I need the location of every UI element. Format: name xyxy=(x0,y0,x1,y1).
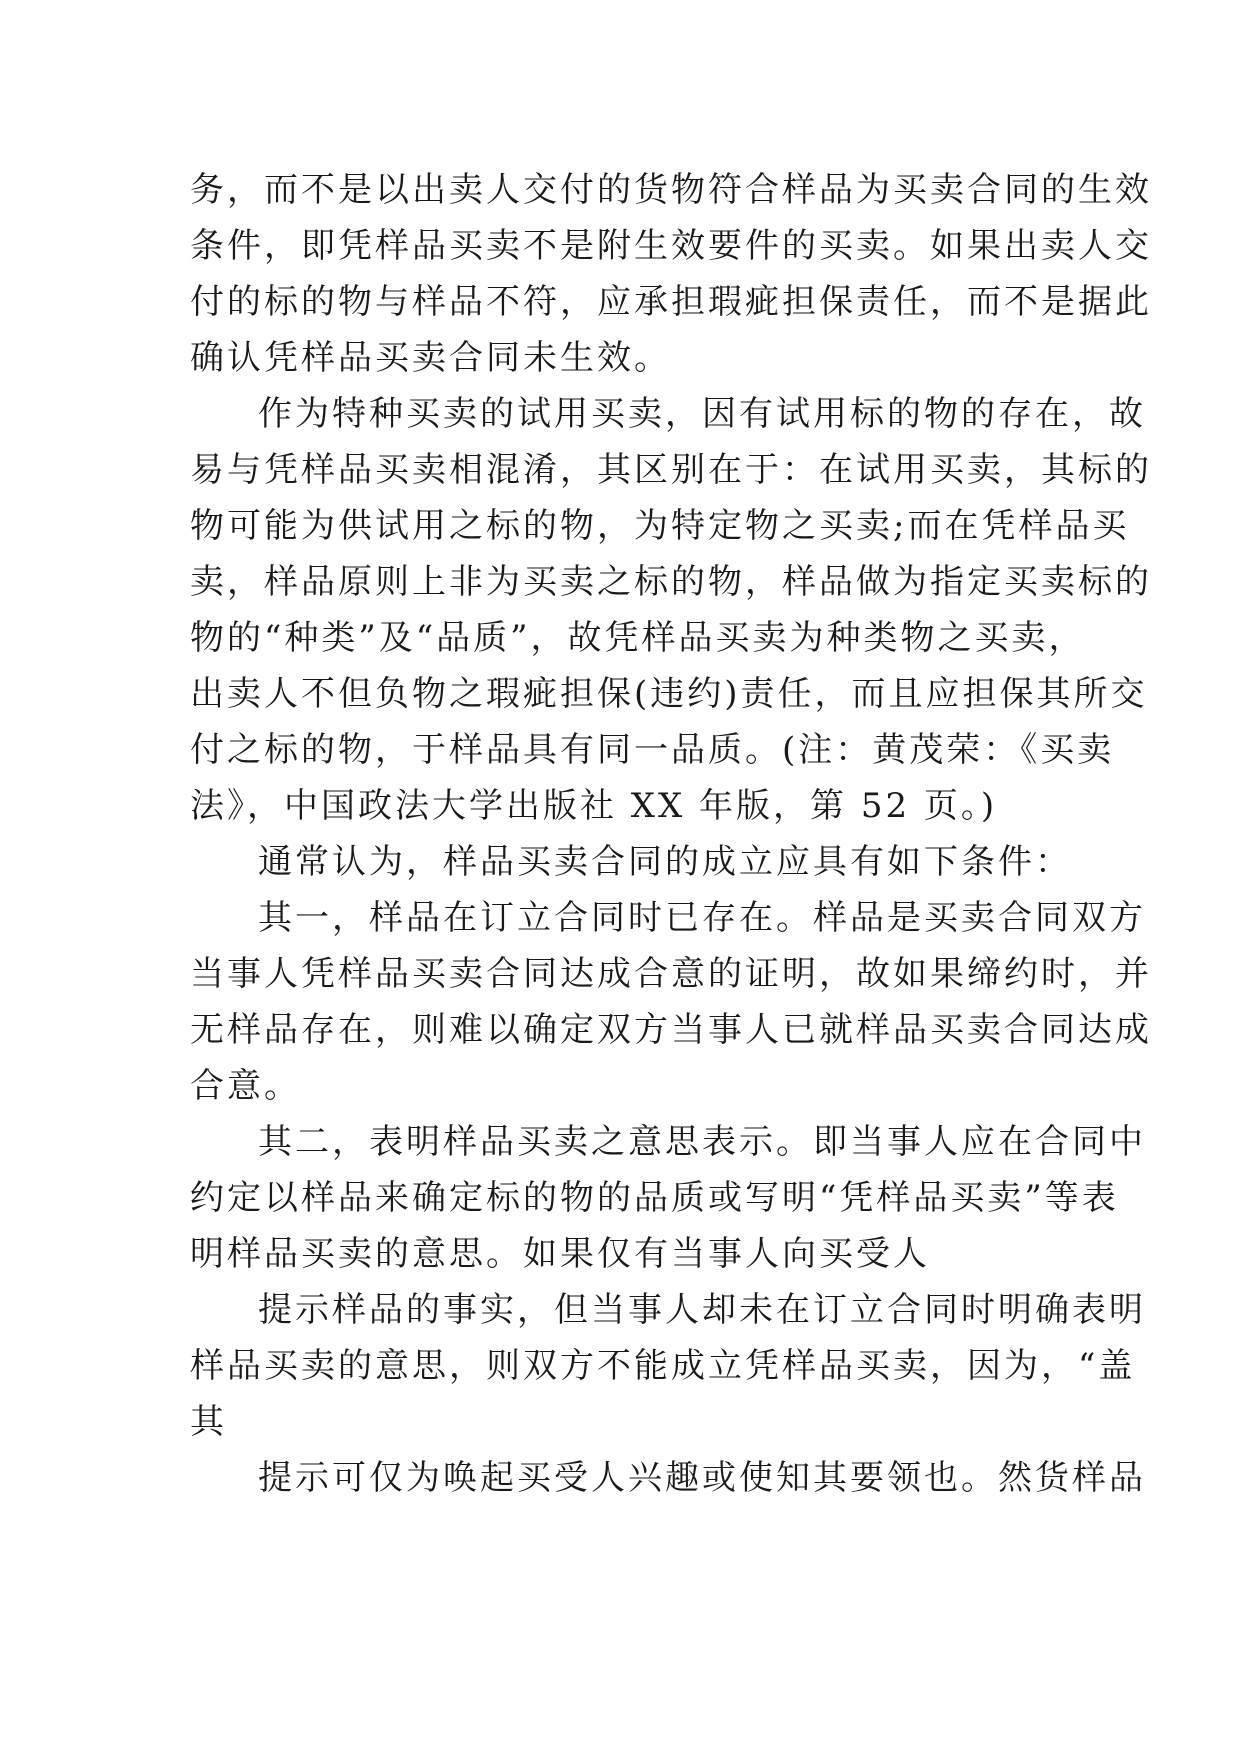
paragraph-first-line: 其二，表明样品买卖之意思表示。即当事人应在合同中 xyxy=(258,1122,1146,1162)
paragraph-first-line: 提示可仅为唤起买受人兴趣或使知其要领也。然货样品 xyxy=(258,1458,1146,1498)
text-line: 合意。 xyxy=(190,1066,301,1106)
text-line: 条件，即凭样品买卖不是附生效要件的买卖。如果出卖人交 xyxy=(190,226,1152,266)
text-line: 约定以样品来确定标的物的品质或写明“凭样品买卖”等表 xyxy=(190,1178,1119,1218)
paragraph-first-line: 通常认为，样品买卖合同的成立应具有如下条件： xyxy=(258,842,1072,882)
text-line: 法》，中国政法大学出版社 XX 年版，第 52 页。) xyxy=(190,786,998,826)
text-line: 卖，样品原则上非为买卖之标的物，样品做为指定买卖标的 xyxy=(190,562,1152,602)
paragraph-first-line: 提示样品的事实，但当事人却未在订立合同时明确表明 xyxy=(258,1290,1146,1330)
paragraph-first-line: 作为特种买卖的试用买卖，因有试用标的物的存在，故 xyxy=(258,394,1146,434)
text-line: 物可能为供试用之标的物，为特定物之买卖;而在凭样品买 xyxy=(190,506,1130,546)
text-line: 物的“种类”及“品质”，故凭样品买卖为种类物之买卖， xyxy=(190,618,1086,658)
text-line: 易与凭样品买卖相混淆，其区别在于：在试用买卖，其标的 xyxy=(190,450,1152,490)
document-body xyxy=(190,162,1152,1506)
paragraph-first-line: 其一，样品在订立合同时已存在。样品是买卖合同双方 xyxy=(258,898,1146,938)
text-line: 无样品存在，则难以确定双方当事人已就样品买卖合同达成 xyxy=(190,1010,1152,1050)
text-line: 确认凭样品买卖合同未生效。 xyxy=(190,338,671,378)
text-line: 务，而不是以出卖人交付的货物符合样品为买卖合同的生效 xyxy=(190,170,1152,210)
text-line: 付之标的物，于样品具有同一品质。(注：黄茂荣：《买卖 xyxy=(190,730,1115,770)
text-line: 其 xyxy=(190,1402,227,1442)
text-line: 明样品买卖的意思。如果仅有当事人向买受人 xyxy=(190,1234,930,1274)
text-line: 出卖人不但负物之瑕疵担保(违约)责任，而且应担保其所交 xyxy=(190,674,1148,714)
text-line: 样品买卖的意思，则双方不能成立凭样品买卖，因为，“盖 xyxy=(190,1346,1136,1386)
text-line: 当事人凭样品买卖合同达成合意的证明，故如果缔约时，并 xyxy=(190,954,1152,994)
text-line: 付的标的物与样品不符，应承担瑕疵担保责任，而不是据此 xyxy=(190,282,1152,322)
